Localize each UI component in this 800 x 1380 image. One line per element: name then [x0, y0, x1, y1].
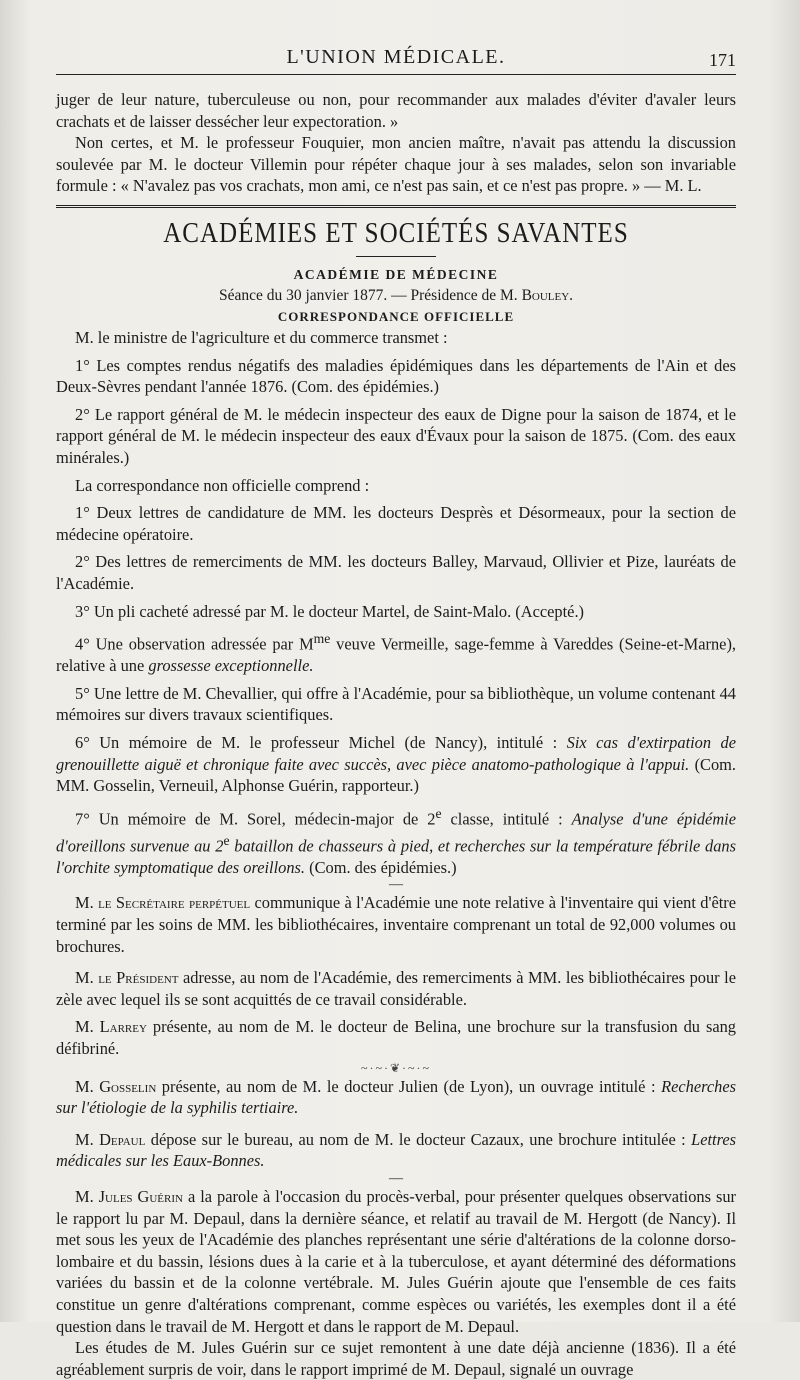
page-number: 171 — [709, 50, 736, 70]
larrey-paragraph — [56, 1016, 736, 1059]
session-line — [56, 287, 736, 305]
item-4-text-b: veuve Vermeille, sage-femme à Vareddes (Seine-et-Marne), relative à une — [56, 634, 737, 676]
intro-paragraph-2: Non certes, et M. le professeur Fouquier, mon ancien maître, n'avait pas attendu la discussion soulevée par M. le docteur Villemin pour répéter chaque jour à ses malades, selon son invariable formule : « N'avalez pas vos crachats, mon ami, ce n'est pas sain, et ce n'est pas propre. » — M. L. — [56, 133, 736, 196]
depaul-name: M. Depaul — [75, 1129, 146, 1149]
depaul-paragraph — [56, 1129, 736, 1172]
item-2: 2° Des lettres de remerciments de MM. les docteurs Balley, Marvaud, Ollivier et Pize, lauréats de l'Académie. — [56, 552, 736, 593]
separator-dash-2: — — [389, 1170, 403, 1186]
nonofficial-intro: La correspondance non officielle comprend : — [75, 475, 370, 495]
running-head — [56, 0, 736, 74]
ornament-divider: ~·~·❦·~·~ — [360, 1060, 431, 1075]
item-6-italic: Six cas d'extirpation de grenouillette aiguë et chronique faite avec succès, avec pièce anatomo-pathologique à l'appui. — [56, 732, 737, 774]
secretary-name: M. le Secrétaire perpétuel — [75, 893, 251, 913]
gosselin-paragraph — [56, 1076, 736, 1119]
president-label: M. le Président — [75, 968, 179, 988]
item-7-sup-2: e — [223, 832, 230, 848]
depaul-title: Lettres médicales sur les Eaux-Bonnes. — [56, 1129, 737, 1171]
guerin-text: a la parole à l'occasion du procès-verbal, pour présenter quelques observations sur le rapport lu par M. Depaul, dans la dernière séance, et relatif au travail de M. Hergott (de Nancy). Il met sous les yeux de l'Académie des planches représentant une série d'altérations de la colonne dorso-lombaire et du bassin, lésions dues à la carie et à la tuberculose, et ayant déterminé des déformations variées du bassin et de la colonne vertébrale. M. Jules Guérin ajoute que l'ensemble de ces faits constitue un genre d'altérations comprenant, comme espèces ou variétés, les exemples dont il a été question dans le travail de M. Hergott et dans le rapport de M. Depaul. — [56, 1186, 736, 1336]
item-6-text: 6° Un mémoire de M. le professeur Michel (de Nancy), intitulé : — [75, 732, 567, 752]
journal-title: L'UNION MÉDICALE. — [286, 46, 506, 68]
item-4 — [56, 628, 736, 677]
correspondance-heading: CORRESPONDANCE OFFICIELLE — [277, 308, 515, 324]
president-paragraph — [56, 967, 736, 1010]
session-end: . — [569, 286, 574, 304]
item-6-text-b: (Com. MM. Gosselin, Verneuil, Alphonse Guérin, rapporteur.) — [56, 754, 737, 796]
item-1: 1° Deux lettres de candidature de MM. les docteurs Desprès et Désormeaux, pour la section de médecine opératoire. — [56, 503, 736, 544]
president-text: adresse, au nom de l'Académie, des remerciments à MM. les bibliothécaires pour le zèle avec lequel ils se sont acquittés de ce travail considérable. — [56, 968, 736, 1009]
section-title: ACADÉMIES ET SOCIÉTÉS SAVANTES — [163, 217, 629, 249]
session-text: Séance du 30 janvier 1877. — Présidence de M. — [218, 286, 522, 304]
item-7-sup: e — [435, 805, 442, 821]
gosselin-title: Recherches sur l'étiologie de la syphilis tertiaire. — [56, 1076, 736, 1118]
secretary-paragraph — [56, 892, 736, 957]
secretary-text: communique à l'Académie une note relative à l'inventaire qui vient d'être terminé par les soins de MM. les bibliothécaires, inventaire comprenant un total de 92,000 volumes ou brochures. — [56, 893, 737, 956]
depaul-text: dépose sur le bureau, au nom de M. le docteur Cazaux, une brochure intitulée : — [145, 1129, 692, 1149]
president-name: Bouley — [521, 286, 570, 304]
separator-dash: — — [389, 877, 403, 893]
item-6 — [56, 732, 736, 797]
item-7-text: 7° Un mémoire de M. Sorel, médecin-major de 2 — [75, 809, 436, 829]
gosselin-text: présente, au nom de M. le docteur Julien (de Lyon), un ouvrage intitulé : — [156, 1076, 662, 1096]
item-7-text-b: classe, intitulé : — [441, 809, 572, 829]
academy-heading: ACADÉMIE DE MÉDECINE — [293, 266, 499, 282]
guerin-name: M. Jules Guérin — [75, 1186, 183, 1206]
item-4-sup: me — [313, 631, 331, 647]
last-paragraph: Les études de M. Jules Guérin sur ce sujet remontent à une date déjà ancienne (1836). Il a été agréablement surpris de voir, dans le rapport imprimé de M. Depaul, signalé un ouvrage — [56, 1338, 736, 1379]
item-7-italic: Analyse d'une épidémie d'oreillons survenue au 2 — [56, 809, 737, 856]
item-4-text: 4° Une observation adressée par M — [75, 634, 314, 654]
section-rule — [56, 205, 736, 208]
item-4-italic: grossesse exceptionnelle. — [148, 656, 314, 676]
gosselin-name: M. Gosselin — [75, 1076, 157, 1096]
item-3: 3° Un pli cacheté adressé par M. le docteur Martel, de Saint-Malo. (Accepté.) — [75, 601, 584, 621]
larrey-name: M. Larrey — [75, 1017, 147, 1037]
larrey-text: présente, au nom de M. le docteur de Belina, une brochure sur la transfusion du sang défibriné. — [56, 1017, 736, 1058]
intro-paragraph-1: juger de leur nature, tuberculeuse ou non, pour recommander aux malades d'éviter d'avaler leurs crachats et de laisser dessécher leur expectoration. » — [56, 90, 736, 131]
item-7-text-c: (Com. des épidémies.) — [305, 857, 457, 877]
item-7-italic-2: bataillon de chasseurs à pied, et recherches sur la température fébrile dans l'orchite symptomatique des oreillons. — [56, 836, 737, 877]
official-item-2: 2° Le rapport général de M. le médecin inspecteur des eaux de Digne pour la saison de 1874, et le rapport général de M. le médecin inspecteur des eaux d'Évaux pour la saison de 1875. (Com. des eaux minérales.) — [56, 404, 736, 467]
guerin-paragraph — [56, 1186, 736, 1337]
official-item-1: 1° Les comptes rendus négatifs des maladies épidémiques dans les départements de l'Ain et des Deux-Sèvres pendant l'année 1876. (Com. des épidémies.) — [56, 355, 736, 397]
minister-paragraph: M. le ministre de l'agriculture et du commerce transmet : — [75, 327, 448, 347]
item-5: 5° Une lettre de M. Chevallier, qui offre à l'Académie, pour sa bibliothèque, un volume contenant 44 mémoires sur divers travaux scientifiques. — [56, 683, 736, 725]
title-rule — [356, 256, 436, 257]
item-7 — [56, 803, 736, 879]
